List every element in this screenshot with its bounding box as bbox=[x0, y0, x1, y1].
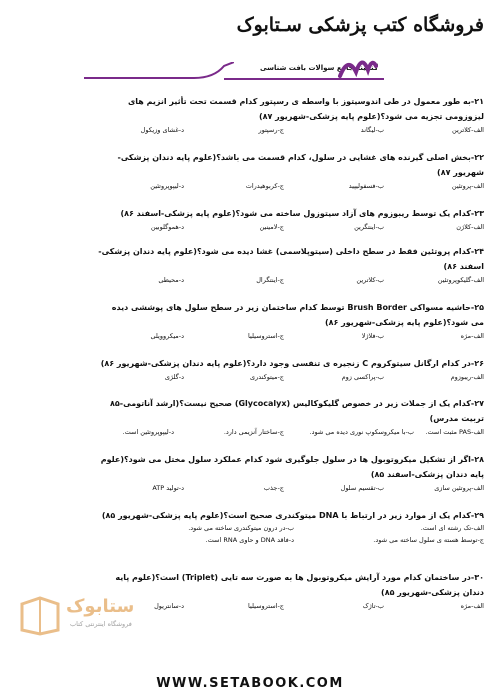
option-a: الف-پروتئین سازی bbox=[434, 484, 484, 492]
question-28 bbox=[96, 452, 484, 498]
option-a: الف-PAS مثبت است. bbox=[425, 428, 484, 436]
options-row bbox=[96, 602, 484, 616]
option-a: الف-گلیکوپروتئین bbox=[437, 276, 484, 284]
option-b: ب-فلاژلا bbox=[361, 332, 384, 340]
option-a: الف-کلاترین bbox=[452, 126, 484, 134]
option-d: د-غشای وزیکول bbox=[140, 126, 184, 134]
options-row bbox=[96, 276, 484, 290]
question-27 bbox=[96, 396, 484, 442]
option-b: ب-تقسیم سلول bbox=[340, 484, 384, 492]
option-c: ج-لامینین bbox=[259, 223, 284, 231]
option-d: د-تولید ATP bbox=[152, 484, 184, 492]
option-b: ب-کلاترین bbox=[356, 276, 384, 284]
question-25 bbox=[96, 300, 484, 346]
options-row bbox=[96, 373, 484, 387]
setabook-watermark bbox=[18, 590, 148, 644]
option-c: ج-رسپتور bbox=[258, 126, 284, 134]
option-d: د-فاقد DNA و حاوی RNA است. bbox=[205, 536, 294, 544]
option-b: ب-تاژک bbox=[362, 602, 384, 610]
option-d: د-گلژی bbox=[164, 373, 184, 381]
book-title-label: گنجینه جامع سوالات بافت شناسی bbox=[260, 64, 378, 72]
watermark-brand: ستابوک bbox=[66, 596, 135, 617]
option-c: ج-توسط هسته ی سلول ساخته می شود. bbox=[373, 536, 484, 544]
footer-url[interactable]: WWW.SETABOOK.COM bbox=[156, 676, 344, 691]
option-d: د-لیپوپروتئین bbox=[150, 182, 184, 190]
options-row bbox=[96, 484, 484, 498]
question-stem: ۲۷-کدام یک از جملات زیر در خصوص گلیکوکالیس (Glycocalyx) صحیح نیست؟(ارشد آناتومی-۸۵ تربیت مدرس) bbox=[110, 399, 484, 423]
option-a: الف-مژه bbox=[460, 602, 484, 610]
option-d: د-لیپوپروتئین است. bbox=[122, 428, 174, 436]
watermark-subtitle: فروشگاه اینترنتی کتاب bbox=[70, 620, 132, 628]
question-22 bbox=[96, 150, 484, 196]
options-row-1 bbox=[96, 524, 484, 535]
option-b: ب-لیگاند bbox=[360, 126, 384, 134]
question-stem: ۲۱-به طور معمول در طی اندوسیتوز با واسطه ی رسپتور کدام قسمت تحت تأثیر انزیم های لیزوزومی تجزیه می شود؟(علوم پایه پزشکی-شهریور ۸۷) bbox=[127, 97, 484, 121]
options-row bbox=[96, 182, 484, 196]
option-a: الف-کلاژن bbox=[456, 223, 484, 231]
option-a: الف-تک رشته ای است. bbox=[420, 524, 484, 532]
options-row-2 bbox=[96, 536, 484, 547]
option-a: الف-مژه bbox=[460, 332, 484, 340]
question-stem: ۲۲-بخش اصلی گیرنده های غشایی در سلول، کدام قسمت می باشد؟(علوم پایه دندان پزشکی-شهریور ۸۷) bbox=[117, 153, 484, 177]
question-24 bbox=[96, 244, 484, 290]
options-row bbox=[96, 223, 484, 237]
header-curve-decoration bbox=[84, 62, 234, 80]
option-b: ب-پراکسی زوم bbox=[341, 373, 384, 381]
question-stem: ۲۶-در کدام ارگانل سیتوکروم C زنجیره ی تنفسی وجود دارد؟(علوم پایه دندان پزشکی-شهریور ۸۶) bbox=[100, 359, 484, 368]
question-29 bbox=[96, 508, 484, 547]
question-30 bbox=[96, 570, 484, 616]
book-watermark-icon bbox=[18, 594, 62, 638]
question-stem: ۲۵-حاشیه مسواکی Brush Border توسط کدام ساختمان زیر در سطح سلول های پوششی دیده می شود؟(علوم پایه پزشکی-شهریور ۸۶) bbox=[111, 303, 484, 327]
option-d: د-محیطی bbox=[158, 276, 184, 284]
options-row bbox=[96, 428, 484, 442]
option-d: د-میکروویلی bbox=[150, 332, 184, 340]
question-stem: ۲۴-کدام پروتئین فقط در سطح داخلی (سیتوپلاسمی) غشا دیده می شود؟(علوم پایه دندان پزشکی-اسفند ۸۶) bbox=[98, 247, 484, 271]
questions-list bbox=[0, 92, 500, 612]
option-c: ج-میتوکندری bbox=[250, 373, 284, 381]
option-b: ب-با میکروسکوپ نوری دیده می شود. bbox=[309, 428, 414, 436]
option-c: ج-اینتگرال bbox=[256, 276, 284, 284]
option-c: ج-ساختار آنزیمی دارد. bbox=[223, 428, 284, 436]
question-stem: ۲۸-اگر از تشکیل میکروتوبول ها در سلول جلوگیری شود کدام عملکرد سلول مختل می شود؟(علوم پایه دندان پزشکی-اسفند ۸۵) bbox=[100, 455, 484, 479]
option-c: ج-استروسیلیا bbox=[248, 332, 284, 340]
option-c: ج-جذب bbox=[263, 484, 284, 492]
option-b: ب-اینتگرین bbox=[354, 223, 384, 231]
question-23 bbox=[96, 206, 484, 237]
option-d: د-سانتریول bbox=[154, 602, 184, 610]
option-b: ب-فسفولیپید bbox=[348, 182, 384, 190]
question-stem: ۲۳-کدام یک توسط ریبوزوم های آزاد سیتوزول ساخته می شود؟(علوم پایه پزشکی-اسفند ۸۶) bbox=[120, 209, 484, 218]
question-stem: ۳۰-در ساختمان کدام مورد آرایش میکروتوبول ها به صورت سه تایی (Triplet) است؟(علوم پایه دندان پزشکی-شهریور ۸۵) bbox=[115, 573, 484, 597]
question-26 bbox=[96, 356, 484, 387]
option-c: ج-استروسیلیا bbox=[248, 602, 284, 610]
option-d: د-هموگلوبین bbox=[150, 223, 184, 231]
option-c: ج-کربوهیدرات bbox=[245, 182, 284, 190]
option-b: ب-در درون میتوکندری ساخته می شود. bbox=[188, 524, 294, 532]
options-row bbox=[96, 126, 484, 140]
question-stem: ۲۹-کدام یک از موارد زیر در ارتباط با DNA میتوکندری صحیح است؟(علوم پایه پزشکی-شهریور ۸۵) bbox=[101, 511, 484, 520]
question-21 bbox=[96, 94, 484, 140]
store-title: فروشگاه کتب پزشکی سـتابوک bbox=[236, 14, 484, 36]
option-a: الف-پروتئین bbox=[451, 182, 484, 190]
options-row bbox=[96, 332, 484, 346]
option-a: الف-ریبوزوم bbox=[450, 373, 484, 381]
book-logo-icon bbox=[338, 52, 378, 80]
